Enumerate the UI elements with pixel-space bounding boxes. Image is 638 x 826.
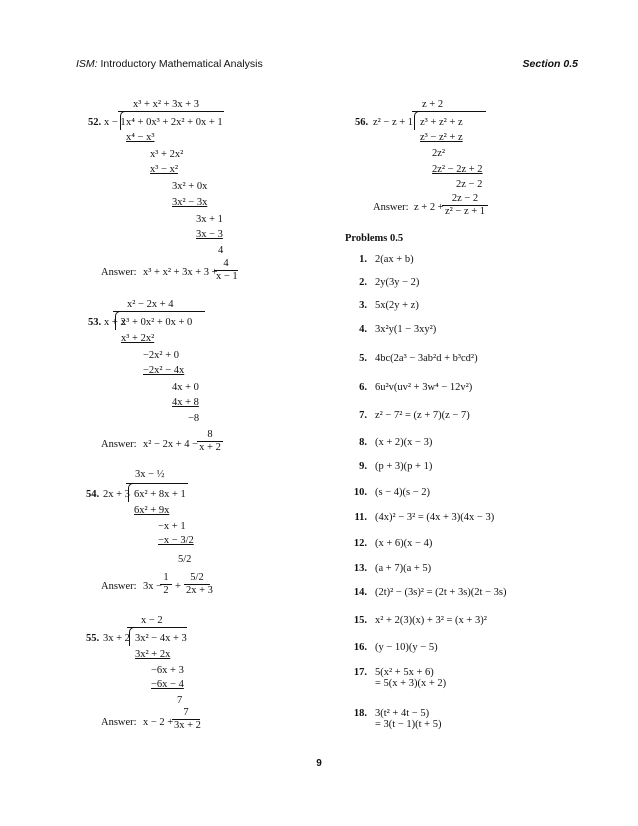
dividend: x⁴ + 0x³ + 2x² + 0x + 1: [126, 117, 223, 128]
answer-label: Answer:: [373, 202, 409, 213]
quotient: 3x − ½: [135, 469, 165, 480]
quotient: x³ + x² + 3x + 3: [133, 99, 200, 110]
problem-number: 56.: [355, 117, 369, 128]
division-bracket: [129, 627, 134, 646]
dividend: x³ + 0x² + 0x + 0: [121, 317, 193, 328]
problem-12: 12. (x + 6)(x − 4): [353, 538, 433, 549]
problem-14: 14. (2t)² − (3s)² = (2t + 3s)(2t − 3s): [353, 587, 507, 598]
division-bar: [127, 627, 187, 628]
problem-5: 5. 4bc(2a³ − 3ab²d + b³cd²): [359, 353, 478, 364]
step: z³ − z² + z: [420, 132, 463, 143]
dividend: 6x² + 8x + 1: [134, 489, 186, 500]
problem-3: 3. 5x(2y + z): [359, 300, 419, 311]
problem-15: 15. x² + 2(3)(x) + 3² = (x + 3)²: [353, 615, 487, 626]
answer-fraction: $\frac{4}{x - 1}$: [216, 258, 238, 282]
divisor: z² − z + 1: [373, 117, 414, 128]
answer: 3x −: [143, 581, 163, 592]
step: −x + 1: [158, 521, 186, 532]
problem-1: 1. 2(ax + b): [359, 254, 414, 265]
step: 3x + 1: [196, 214, 223, 225]
problem-10: 10. (s − 4)(s − 2): [353, 487, 431, 498]
division-bracket: [128, 483, 133, 502]
problem-16: 16. (y − 10)(y − 5): [353, 642, 438, 653]
book-abbrev: ISM:: [76, 58, 98, 70]
step: 4x + 8: [172, 397, 199, 408]
problem-number: 54.: [86, 489, 100, 500]
problem-18: 18. 3(t² + 4t − 5) = 3(t − 1)(t + 5): [353, 708, 442, 730]
answer-label: Answer:: [101, 439, 137, 450]
step: 2z²: [432, 148, 446, 159]
answer: x − 2 +: [143, 717, 174, 728]
answer-fraction-1: $\frac{1}{2}$: [160, 572, 172, 597]
division-bracket: [414, 111, 419, 130]
problem-7: 7. z² − 7² = (z + 7)(z − 7): [359, 410, 470, 421]
step: 3x − 3: [196, 229, 223, 240]
remainder: 2z − 2: [456, 179, 483, 190]
section-label: Section 0.5: [522, 58, 578, 70]
division-bracket: [115, 311, 120, 330]
answer-fraction: $\frac{8}{x + 2}$: [197, 429, 223, 454]
step: −2x² − 4x: [143, 365, 185, 376]
answer: z + 2 +: [414, 202, 444, 213]
divisor: x + 2: [104, 317, 126, 328]
step: 3x² − 3x: [172, 197, 208, 208]
problem-9: 9. (p + 3)(p + 1): [359, 461, 433, 472]
divisor: 2x + 3: [103, 489, 130, 500]
dividend: 3x² − 4x + 3: [135, 633, 187, 644]
divisor: 3x + 2: [103, 633, 130, 644]
dividend: z³ + z² + z: [420, 117, 463, 128]
division-bar: [126, 483, 188, 484]
remainder: 7: [177, 695, 183, 706]
step: x⁴ − x³: [126, 132, 155, 143]
step: x³ + 2x²: [121, 333, 155, 344]
step: x³ + 2x²: [150, 149, 184, 160]
divisor: x − 1: [104, 117, 126, 128]
problem-11: 11. (4x)² − 3² = (4x + 3)(4x − 3): [354, 512, 495, 523]
answer-fraction: $\frac{7}{3x + 2}$: [174, 707, 201, 731]
answer-label: Answer:: [101, 717, 137, 728]
step: 6x² + 9x: [134, 505, 170, 516]
problems-heading: Problems 0.5: [345, 233, 404, 244]
answer: x² − 2x + 4 −: [143, 439, 199, 450]
step: −x − 3/2: [158, 535, 194, 546]
quotient: z + 2: [422, 99, 444, 110]
remainder: 4: [218, 245, 224, 256]
step: 4x + 0: [172, 382, 199, 393]
problem-2: 2. 2y(3y − 2): [359, 277, 420, 288]
quotient: x² − 2x + 4: [127, 299, 174, 310]
problem-number: 52.: [88, 117, 102, 128]
answer-label: Answer:: [101, 267, 137, 278]
problem-13: 13. (a + 7)(a + 5): [353, 563, 432, 574]
answer-label: Answer:: [101, 581, 137, 592]
answer-fraction: $\frac{2z - 2}{\text{z² − z + 1}}$: [442, 193, 488, 218]
step: 3x² + 0x: [172, 181, 208, 192]
division-bracket: [120, 111, 125, 130]
division-bar: [113, 311, 205, 312]
problem-number: 55.: [86, 633, 100, 644]
step: x³ − x²: [150, 164, 178, 175]
division-bar: [412, 111, 486, 112]
step: 2z² − 2z + 2: [432, 164, 483, 175]
problem-4: 4. 3x²y(1 − 3xy²): [359, 324, 437, 335]
step: −6x + 3: [151, 665, 184, 676]
problem-number: 53.: [88, 317, 102, 328]
quotient: x − 2: [141, 615, 163, 626]
answer-fraction-2: $\frac{5/2}{2x + 3}$: [186, 572, 213, 596]
running-header-title: [76, 58, 263, 70]
plus-sign: +: [175, 581, 181, 592]
remainder: −8: [188, 413, 200, 424]
problem-6: 6. 6u²v(uv² + 3w⁴ − 12v²): [359, 382, 473, 393]
step: −6x − 4: [151, 679, 184, 690]
problem-17: 17. 5(x² + 5x + 6) = 5(x + 3)(x + 2): [353, 667, 447, 689]
step: 3x² + 2x: [135, 649, 171, 660]
answer: x³ + x² + 3x + 3 +: [143, 267, 218, 278]
remainder: 5/2: [178, 554, 192, 565]
step: −2x² + 0: [143, 350, 179, 361]
page-number: 9: [316, 758, 322, 769]
book-title: Introductory Mathematical Analysis: [100, 58, 263, 70]
division-bar: [118, 111, 224, 112]
problem-8: 8. (x + 2)(x − 3): [359, 437, 433, 448]
